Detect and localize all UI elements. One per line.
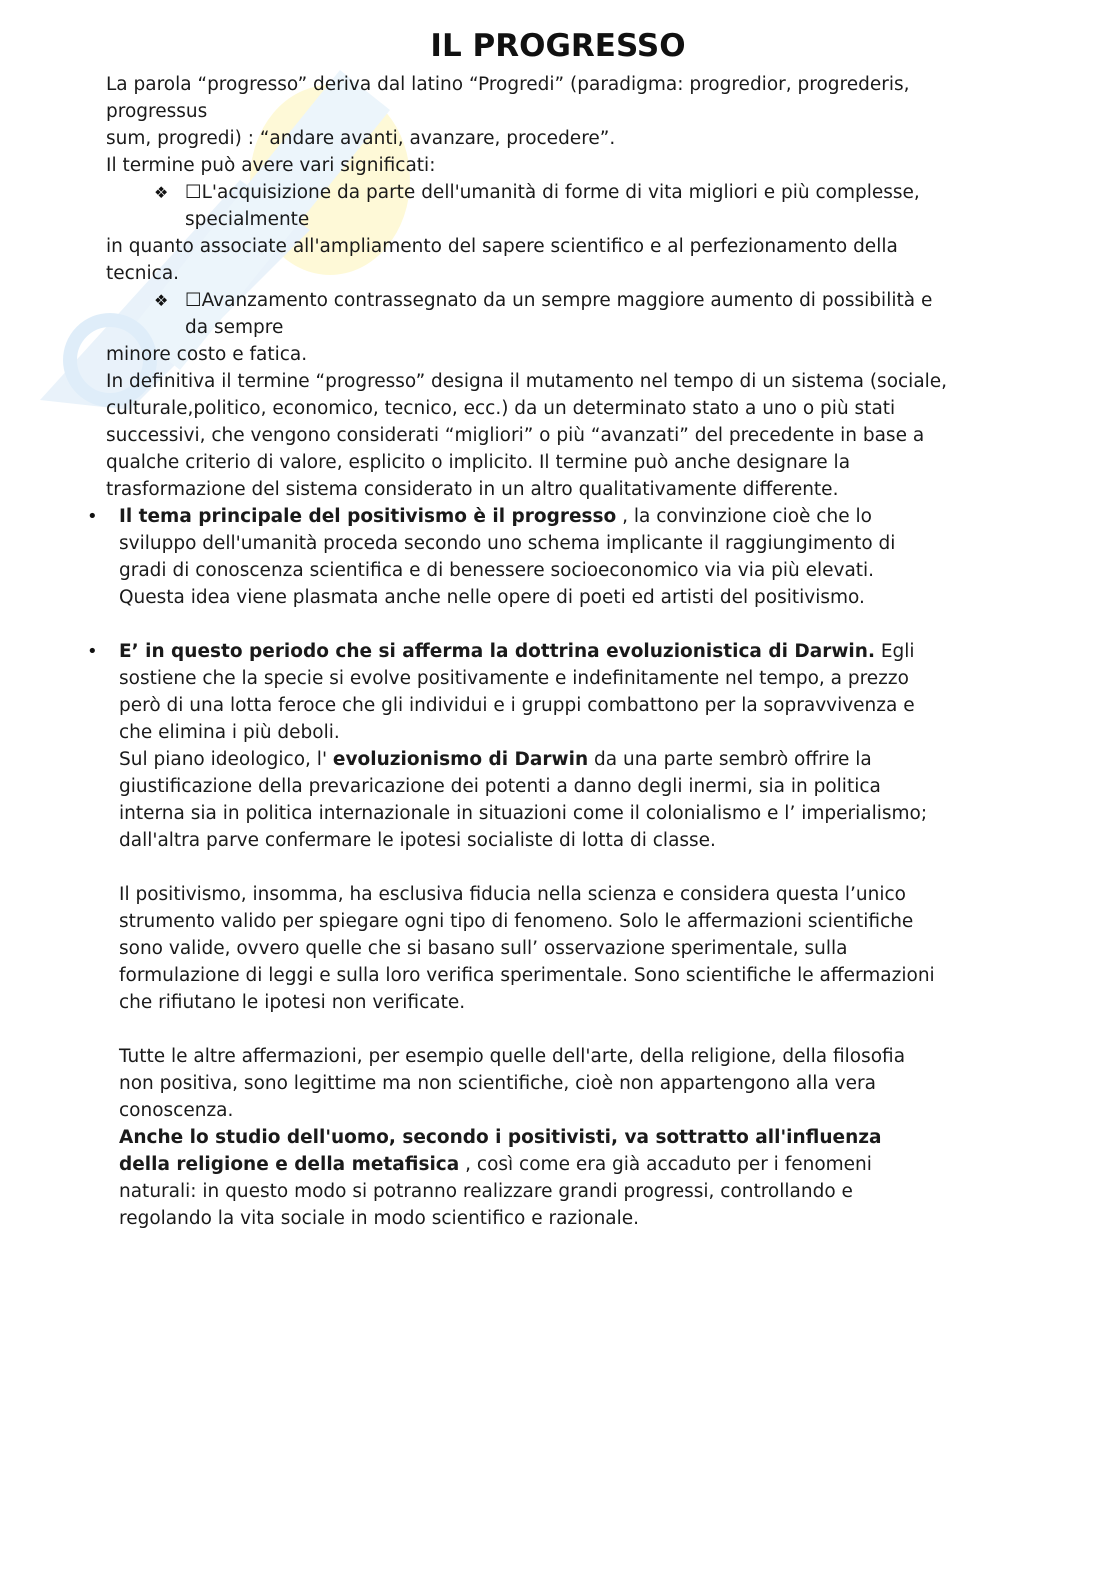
meaning-1-line-2: specialmente [185,209,310,230]
bullet-2-line-1 [119,638,915,665]
bullet-1-line-3: gradi di conoscenza scientifica e di benessere socioeconomico via via più elevati. [119,560,875,581]
bullet-2-line-2: sostiene che la specie si evolve positivamente e indefinitamente nel tempo, a prezzo [119,668,909,689]
meaning-1-line-1: ☐L'acquisizione da parte dell'umanità di forme di vita migliori e più complesse, [185,182,920,203]
definition-line-1: In definitiva il termine “progresso” designa il mutamento nel tempo di un sistema (sociale, [106,371,948,392]
bullet-2-line-6: giustificazione della prevaricazione dei potenti a danno degli inermi, sia in politica [119,776,881,797]
human-study-l2-rest: , così come era già accaduto per i fenomeni [459,1154,872,1175]
others-line-2: non positiva, sono legittime ma non scientifiche, cioè non appartengono alla vera [119,1073,876,1094]
human-study-line-2 [119,1151,872,1178]
bullet-1-bold: Il tema principale del positivismo è il progresso [119,506,617,527]
intro-line-1: La parola “progresso” deriva dal latino “Progredi” (paradigma: progredior, progrederis, [106,74,910,95]
human-study-line-4: regolando la vita sociale in modo scientifico e razionale. [119,1208,640,1229]
intro-line-4: Il termine può avere vari significati: [106,155,436,176]
positivism-line-1: Il positivismo, insomma, ha esclusiva fiducia nella scienza e considera questa l’unico [119,884,906,905]
page-title: IL PROGRESSO [430,28,686,64]
definition-line-4: qualche criterio di valore, esplicito o implicito. Il termine può anche designare la [106,452,851,473]
positivism-line-5: che rifiutano le ipotesi non verificate. [119,992,466,1013]
positivism-line-4: formulazione di leggi e sulla loro verifica sperimentale. Sono scientifiche le affermazioni [119,965,935,986]
human-study-line-1: Anche lo studio dell'uomo, secondo i positivisti, va sottratto all'influenza [119,1127,882,1148]
bullet-icon: • [87,506,98,527]
positivism-line-2: strumento valido per spiegare ogni tipo di fenomeno. Solo le affermazioni scientifiche [119,911,914,932]
diamond-bullet-icon: ❖ [154,183,169,202]
meaning-2-line-3: minore costo e fatica. [106,344,308,365]
diamond-bullet-icon: ❖ [154,291,169,310]
bullet-icon: • [87,641,98,662]
bullet-2-l5-bold: evoluzionismo di Darwin [332,749,589,770]
others-line-3: conoscenza. [119,1100,234,1121]
bullet-2-line-3: però di una lotta feroce che gli individui e i gruppi combattono per la sopravvivenza e [119,695,915,716]
bullet-2-l5-pre: Sul piano ideologico, l' [119,749,333,770]
bullet-2-rest: Egli [874,641,915,662]
meaning-2-line-2: da sempre [185,317,284,338]
bullet-1-line-2: sviluppo dell'umanità proceda secondo uno schema implicante il raggiungimento di [119,533,896,554]
bullet-1-line-1 [119,503,872,530]
intro-line-2: progressus [106,101,208,122]
bullet-2-bold: E’ in questo periodo che si afferma la dottrina evoluzionistica di Darwin. [119,641,875,662]
bullet-2-line-5 [119,746,872,773]
meaning-2-line-1: ☐Avanzamento contrassegnato da un sempre maggiore aumento di possibilità e [185,290,933,311]
bullet-2-line-4: che elimina i più deboli. [119,722,340,743]
definition-line-5: trasformazione del sistema considerato in un altro qualitativamente differente. [106,479,839,500]
intro-line-3: sum, progredi) : “andare avanti, avanzare, procedere”. [106,128,616,149]
bullet-1-rest: , la convinzione cioè che lo [616,506,872,527]
human-study-l2-bold: della religione e della metafisica [119,1154,460,1175]
positivism-line-3: sono valide, ovvero quelle che si basano sull’ osservazione sperimentale, sulla [119,938,848,959]
meaning-1-line-4: tecnica. [106,263,180,284]
bullet-2-l5-rest: da una parte sembrò offrire la [588,749,872,770]
others-line-1: Tutte le altre affermazioni, per esempio quelle dell'arte, della religione, della filosofia [119,1046,906,1067]
bullet-1-line-4: Questa idea viene plasmata anche nelle opere di poeti ed artisti del positivismo. [119,587,865,608]
definition-line-2: culturale,politico, economico, tecnico, ecc.) da un determinato stato a uno o più stati [106,398,896,419]
bullet-2-line-7: interna sia in politica internazionale in situazioni come il colonialismo e l’ imperialismo; [119,803,928,824]
bullet-2-line-8: dall'altra parve confermare le ipotesi socialiste di lotta di classe. [119,830,716,851]
meaning-1-line-3: in quanto associate all'ampliamento del sapere scientifico e al perfezionamento della [106,236,898,257]
human-study-line-3: naturali: in questo modo si potranno realizzare grandi progressi, controllando e [119,1181,853,1202]
definition-line-3: successivi, che vengono considerati “migliori” o più “avanzati” del precedente in base a [106,425,925,446]
